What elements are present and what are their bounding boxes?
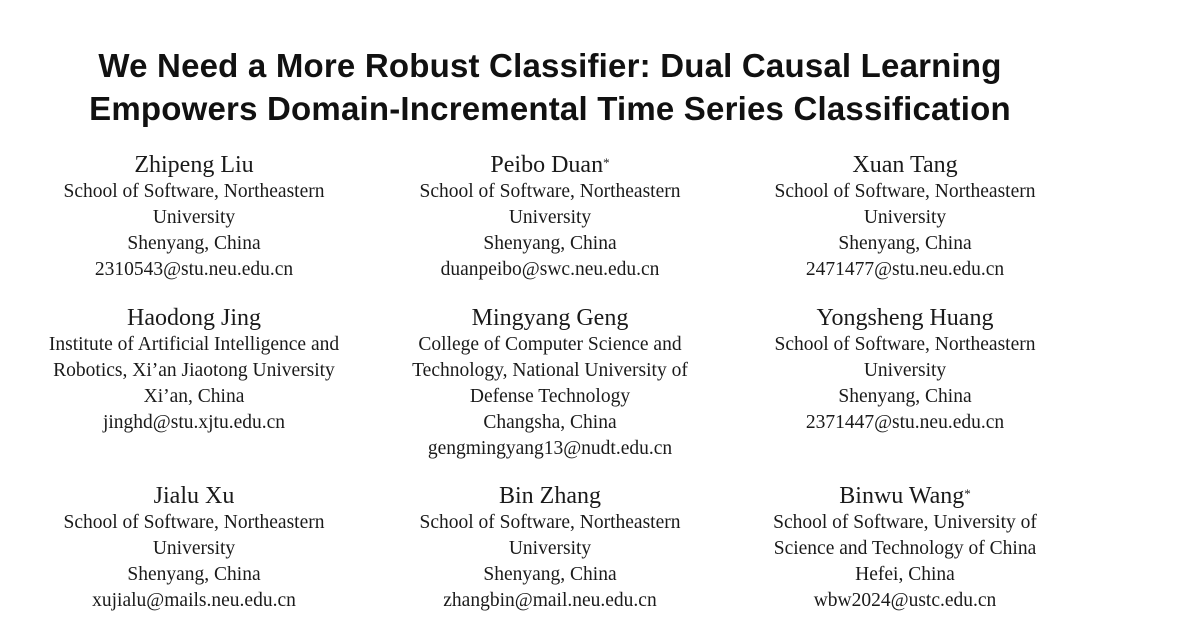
author-block-yongsheng-huang [727,304,1083,436]
author-affiliation-line: School of Software, University of [773,512,1037,533]
author-location: Shenyang, China [838,386,972,407]
author-email: xujialu@mails.neu.edu.cn [92,590,296,611]
author-affiliation-line: School of Software, Northeastern [419,181,681,202]
author-name: Haodong Jing [127,305,261,331]
author-email: 2471477@stu.neu.edu.cn [805,259,1005,280]
author-email: duanpeibo@swc.neu.edu.cn [440,259,660,280]
author-block-binwu-wang [727,482,1083,614]
author-name: Xuan Tang [852,152,958,178]
author-affiliation-line: University [508,538,592,559]
author-email: 2310543@stu.neu.edu.cn [94,259,294,280]
author-affiliation-line: University [508,207,592,228]
author-name: Bin Zhang [499,483,601,509]
author-block-jialu-xu [16,482,372,614]
author-block-haodong-jing [16,304,372,436]
author-email: zhangbin@mail.neu.edu.cn [443,590,657,611]
paper-title-line-2: Empowers Domain-Incremental Time Series Classification [89,90,1011,127]
author-location: Shenyang, China [127,233,261,254]
author-affiliation-line: School of Software, Northeastern [63,181,325,202]
author-email: jinghd@stu.xjtu.edu.cn [102,412,286,433]
author-affiliation-line: Science and Technology of China [773,538,1037,559]
author-affiliation-line: Institute of Artificial Intelligence and [48,334,340,355]
author-affiliation-line: University [863,207,947,228]
author-affiliation-line: School of Software, Northeastern [419,512,681,533]
author-name: Yongsheng Huang [816,305,994,331]
author-name: Binwu Wang* [839,483,971,509]
author-block-bin-zhang [372,482,728,614]
author-name: Jialu Xu [153,483,235,509]
author-affiliation-line: University [863,360,947,381]
author-affiliation-line: School of Software, Northeastern [774,181,1036,202]
author-block-peibo-duan [372,151,728,283]
author-block-zhipeng-liu [16,151,372,283]
corresponding-author-mark: * [603,155,610,170]
author-affiliation-line: School of Software, Northeastern [774,334,1036,355]
author-affiliation-line: University [152,538,236,559]
author-location: Shenyang, China [483,233,617,254]
author-affiliation-line: Defense Technology [469,386,631,407]
author-affiliation-line: College of Computer Science and [418,334,682,355]
author-block-xuan-tang [727,151,1083,283]
author-location: Xi’an, China [143,386,245,407]
author-email: 2371447@stu.neu.edu.cn [805,412,1005,433]
author-location: Changsha, China [483,412,617,433]
author-location: Hefei, China [855,564,955,585]
author-location: Shenyang, China [127,564,261,585]
author-email: wbw2024@ustc.edu.cn [813,590,997,611]
corresponding-author-mark: * [964,486,971,501]
author-location: Shenyang, China [838,233,972,254]
paper-title [0,44,1100,130]
author-affiliation-line: Robotics, Xi’an Jiaotong University [53,360,335,381]
author-name: Mingyang Geng [471,305,629,331]
paper-title-line-1: We Need a More Robust Classifier: Dual Causal Learning [98,47,1002,84]
author-affiliation-line: University [152,207,236,228]
author-block-mingyang-geng [372,304,728,462]
author-location: Shenyang, China [483,564,617,585]
author-affiliation-line: Technology, National University of [412,360,688,381]
author-name: Zhipeng Liu [134,152,254,178]
author-name: Peibo Duan* [490,152,610,178]
author-affiliation-line: School of Software, Northeastern [63,512,325,533]
author-email: gengmingyang13@nudt.edu.cn [427,438,673,459]
